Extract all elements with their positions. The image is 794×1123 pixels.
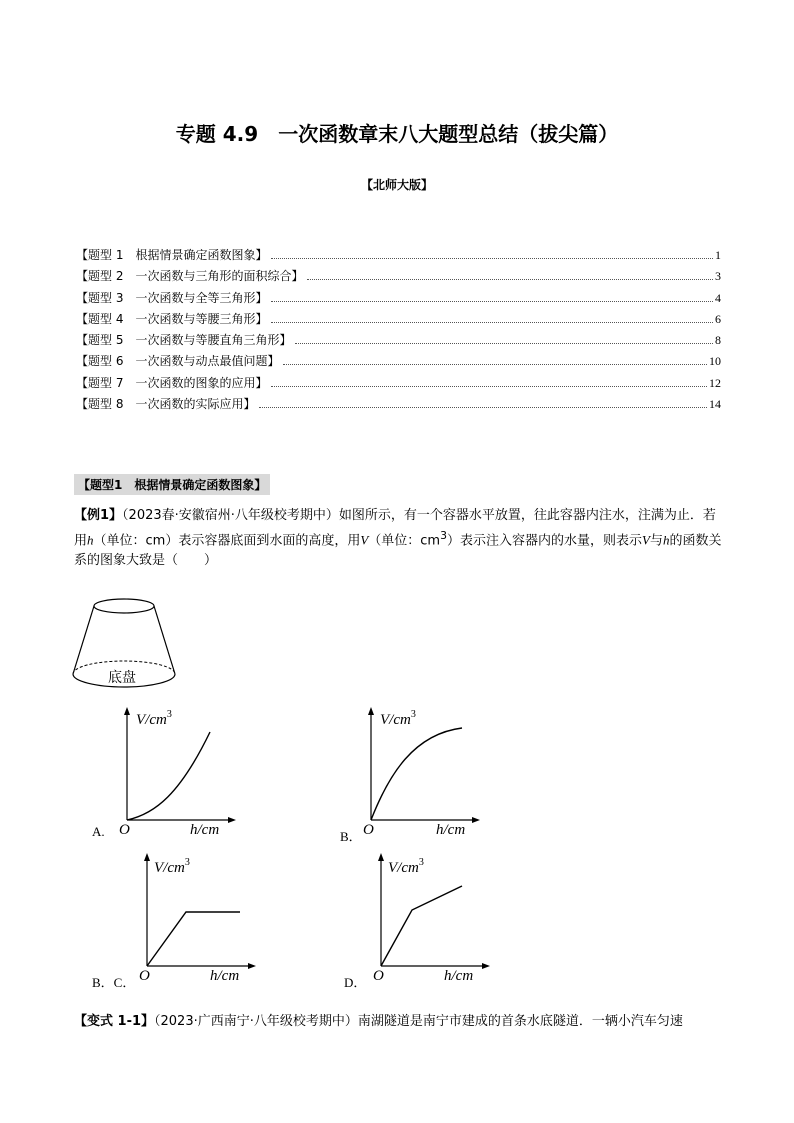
- graph-b: [344, 704, 484, 836]
- toc-page: 3: [715, 269, 721, 284]
- toc-page: 4: [715, 290, 721, 305]
- x-axis-label: h/cm: [210, 968, 240, 982]
- y-axis-label: $V/cm^3$: [154, 857, 190, 876]
- toc-entry[interactable]: [76, 246, 721, 267]
- container-label: 底盘: [108, 670, 136, 686]
- variable-h: h: [87, 532, 94, 548]
- toc-leader: [271, 301, 713, 302]
- toc-entry[interactable]: [76, 289, 721, 310]
- origin-label: O: [119, 822, 130, 836]
- toc-leader: [271, 258, 713, 259]
- toc-label: 【题型 6 一次函数与动点最值问题】: [76, 354, 280, 369]
- example-text: ）表示注入容器内的水量，则表示: [446, 533, 642, 549]
- toc-page: 14: [709, 397, 721, 412]
- toc-entry[interactable]: [76, 395, 721, 416]
- toc-entry[interactable]: [76, 267, 721, 288]
- toc-page: 1: [715, 248, 721, 262]
- toc-label: 【题型 8 一次函数的实际应用】: [76, 397, 256, 412]
- variable-h: h: [662, 532, 670, 548]
- graph-a: [100, 704, 240, 836]
- toc-label: 【题型 5 一次函数与等腰直角三角形】: [76, 333, 292, 348]
- toc-entry[interactable]: [76, 374, 721, 395]
- example-tag: 【例1】: [74, 508, 123, 523]
- origin-label: O: [139, 968, 150, 982]
- section-header: 【题型1 根据情景确定函数图象】: [74, 474, 270, 495]
- x-axis-label: h/cm: [444, 968, 474, 982]
- example-1-text: [74, 506, 724, 571]
- variant-tag: 【变式 1-1】: [74, 1014, 155, 1029]
- toc-label: 【题型 4 一次函数与等腰三角形】: [76, 311, 268, 326]
- option-d[interactable]: D．: [344, 975, 367, 990]
- toc-page: 8: [715, 333, 721, 348]
- toc-entry[interactable]: [76, 310, 721, 331]
- toc-page: 6: [715, 311, 721, 326]
- toc-entry[interactable]: [76, 352, 721, 373]
- page-title: 专题 4.9 一次函数章末八大题型总结（拔尖篇）: [175, 122, 619, 146]
- x-axis-label: h/cm: [190, 822, 220, 836]
- toc-leader: [271, 386, 707, 387]
- example-text: 与: [649, 533, 663, 549]
- toc-label: 【题型 7 一次函数的图象的应用】: [76, 375, 268, 390]
- table-of-contents: [76, 246, 721, 416]
- toc-entry[interactable]: [76, 331, 721, 352]
- graph-c: [120, 850, 260, 982]
- variant-text: [74, 1012, 724, 1032]
- example-text: （2023春·安徽宿州·八年级校考期中）如图所示，有一个容器水平放置，往此容器内注水，注满为止．若用: [74, 508, 716, 549]
- toc-leader: [295, 343, 713, 344]
- y-axis-label: $V/cm^3$: [380, 709, 416, 728]
- option-b[interactable]: B．: [340, 829, 362, 844]
- edition-label: 【北师大版】: [360, 178, 433, 192]
- example-text: （单位：cm）表示容器底面到水面的高度，用: [93, 533, 361, 549]
- y-axis-label: $V/cm^3$: [388, 857, 424, 876]
- superscript: 3: [440, 529, 447, 542]
- container-figure: [70, 596, 182, 692]
- variant-body: （2023·广西南宁·八年级校考期中）南湖隧道是南宁市建成的首条水底隧道．一辆小汽车匀速: [154, 1014, 683, 1029]
- origin-label: O: [363, 822, 374, 836]
- example-text: （单位：cm: [368, 533, 441, 549]
- option-a[interactable]: A.: [92, 824, 105, 839]
- example-text: 的函数关系的图象大致是（ ）: [74, 533, 722, 569]
- toc-label: 【题型 3 一次函数与全等三角形】: [76, 290, 268, 305]
- toc-label: 【题型 1 根据情景确定函数图象】: [76, 248, 268, 262]
- toc-leader: [283, 364, 707, 365]
- variable-v: V: [360, 532, 369, 548]
- graph-d: [354, 850, 494, 982]
- toc-leader: [307, 279, 713, 280]
- option-c[interactable]: B．C．: [92, 975, 136, 990]
- toc-leader: [259, 407, 707, 408]
- toc-page: 10: [709, 354, 721, 369]
- x-axis-label: h/cm: [436, 822, 466, 836]
- toc-page: 12: [709, 375, 721, 390]
- y-axis-label: $V/cm^3$: [136, 709, 172, 728]
- variable-v: V: [642, 532, 650, 548]
- origin-label: O: [373, 968, 384, 982]
- toc-label: 【题型 2 一次函数与三角形的面积综合】: [76, 269, 304, 284]
- toc-leader: [271, 322, 713, 323]
